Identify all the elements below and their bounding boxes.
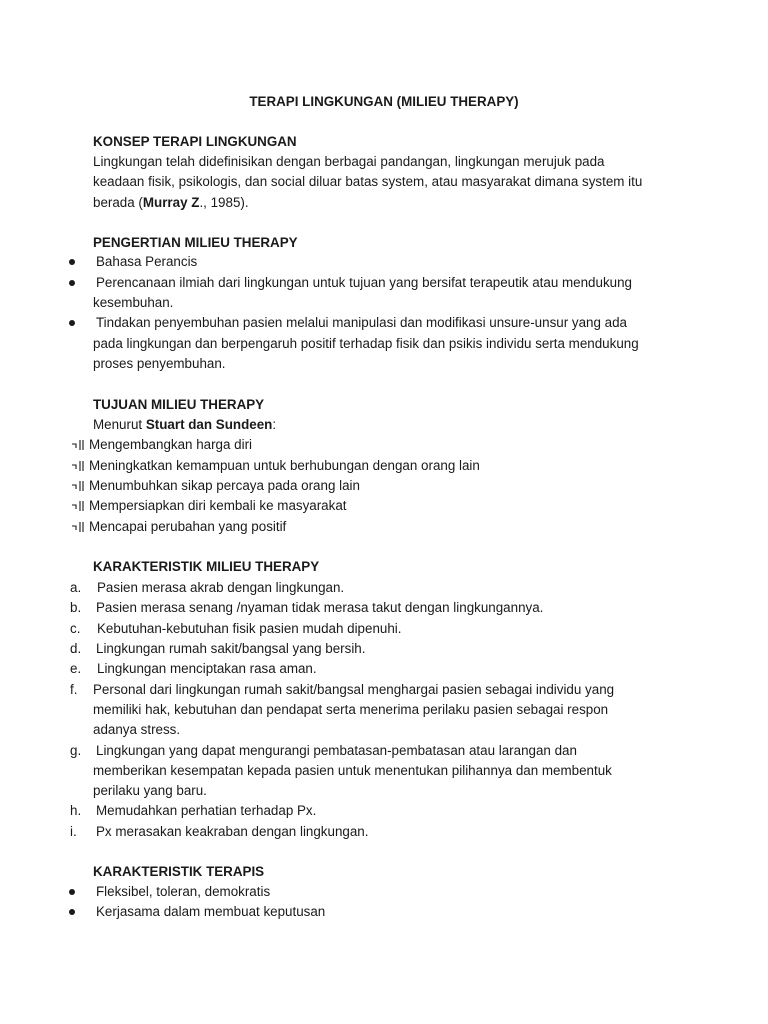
- bullet-icon: [69, 259, 75, 265]
- karakteristik-item-b: Pasien merasa senang /nyaman tidak merasa takut dengan lingkungannya.: [96, 600, 544, 615]
- karakteristik-item-f-line-1: Personal dari lingkungan rumah sakit/bangsal menghargai pasien sebagai individu yang: [93, 682, 615, 697]
- pengertian-item-3-line-2: pada lingkungan dan berpengaruh positif terhadap fisik dan psikis individu serta mendukung: [93, 336, 639, 351]
- list-marker: a.: [70, 580, 82, 595]
- list-marker: h.: [70, 803, 82, 818]
- arrow-bullet-icon: [71, 435, 87, 455]
- karakteristik-terapis-heading: KARAKTERISTIK TERAPIS: [93, 864, 265, 879]
- list-marker: g.: [70, 743, 82, 758]
- konsep-line-3: [93, 193, 249, 213]
- karakteristik-milieu-heading: KARAKTERISTIK MILIEU THERAPY: [93, 559, 320, 574]
- tujuan-heading: TUJUAN MILIEU THERAPY: [93, 397, 265, 412]
- bullet-icon: [69, 320, 75, 326]
- tujuan-item: Meningkatkan kemampuan untuk berhubungan dengan orang lain: [89, 458, 480, 473]
- tujuan-intro-end: :: [272, 417, 277, 432]
- document-title: TERAPI LINGKUNGAN (MILIEU THERAPY): [249, 94, 519, 109]
- tujuan-item: Mencapai perubahan yang positif: [89, 519, 287, 534]
- list-marker: i.: [70, 824, 77, 839]
- karakteristik-item-g-line-1: Lingkungan yang dapat mengurangi pembatasan-pembatasan atau larangan dan: [96, 743, 577, 758]
- tujuan-intro: [93, 415, 276, 435]
- tujuan-item: Menumbuhkan sikap percaya pada orang lain: [89, 478, 360, 493]
- konsep-heading: KONSEP TERAPI LINGKUNGAN: [93, 134, 297, 149]
- karakteristik-item-g-line-3: perilaku yang baru.: [93, 783, 207, 798]
- karakteristik-item-g-line-2: memberikan kesempatan kepada pasien untuk menentukan pilihannya dan membentuk: [93, 763, 612, 778]
- tujuan-item: Mempersiapkan diri kembali ke masyarakat: [89, 498, 347, 513]
- karakteristik-item-c: Kebutuhan-kebutuhan fisik pasien mudah dipenuhi.: [97, 621, 402, 636]
- konsep-line-3-start: berada (: [93, 195, 143, 210]
- arrow-bullet-icon: [71, 456, 87, 476]
- arrow-bullet-icon: [71, 476, 87, 496]
- karakteristik-item-f-line-2: memiliki hak, kebutuhan dan pendapat serta menerima perilaku pasien sebagai respon: [93, 702, 609, 717]
- list-marker: c.: [70, 621, 81, 636]
- list-marker: f.: [70, 682, 78, 697]
- pengertian-item-3-line-3: proses penyembuhan.: [93, 356, 226, 371]
- pengertian-heading: PENGERTIAN MILIEU THERAPY: [93, 235, 298, 250]
- bullet-icon: [69, 889, 75, 895]
- pengertian-item-2-line-2: kesembuhan.: [93, 295, 174, 310]
- karakteristik-item-h: Memudahkan perhatian terhadap Px.: [96, 803, 317, 818]
- karakteristik-item-d: Lingkungan rumah sakit/bangsal yang bersih.: [96, 641, 366, 656]
- karakteristik-item-i: Px merasakan keakraban dengan lingkungan.: [96, 824, 369, 839]
- list-marker: e.: [70, 661, 82, 676]
- terapis-item-2: Kerjasama dalam membuat keputusan: [96, 904, 326, 919]
- konsep-line-3-end: ., 1985).: [199, 195, 249, 210]
- terapis-item-1: Fleksibel, toleran, demokratis: [96, 884, 271, 899]
- konsep-line-2: keadaan fisik, psikologis, dan social diluar batas system, atau masyarakat dimana system itu: [93, 174, 643, 189]
- karakteristik-item-f-line-3: adanya stress.: [93, 722, 181, 737]
- arrow-bullet-icon: [71, 517, 87, 537]
- tujuan-intro-start: Menurut: [93, 417, 146, 432]
- karakteristik-item-a: Pasien merasa akrab dengan lingkungan.: [97, 580, 345, 595]
- karakteristik-item-e: Lingkungan menciptakan rasa aman.: [97, 661, 317, 676]
- konsep-line-1: Lingkungan telah didefinisikan dengan berbagai pandangan, lingkungan merujuk pada: [93, 154, 605, 169]
- tujuan-item: Mengembangkan harga diri: [89, 437, 253, 452]
- pengertian-item-3-line-1: Tindakan penyembuhan pasien melalui manipulasi dan modifikasi unsure-unsur yang ada: [96, 315, 627, 330]
- pengertian-item-1: Bahasa Perancis: [96, 254, 198, 269]
- bullet-icon: [69, 280, 75, 286]
- list-marker: b.: [70, 600, 82, 615]
- pengertian-item-2-line-1: Perencanaan ilmiah dari lingkungan untuk tujuan yang bersifat terapeutik atau mendukung: [96, 275, 632, 290]
- list-marker: d.: [70, 641, 82, 656]
- bullet-icon: [69, 909, 75, 915]
- tujuan-source: Stuart dan Sundeen: [145, 417, 273, 432]
- citation-author: Murray Z: [142, 195, 200, 210]
- arrow-bullet-icon: [71, 496, 87, 516]
